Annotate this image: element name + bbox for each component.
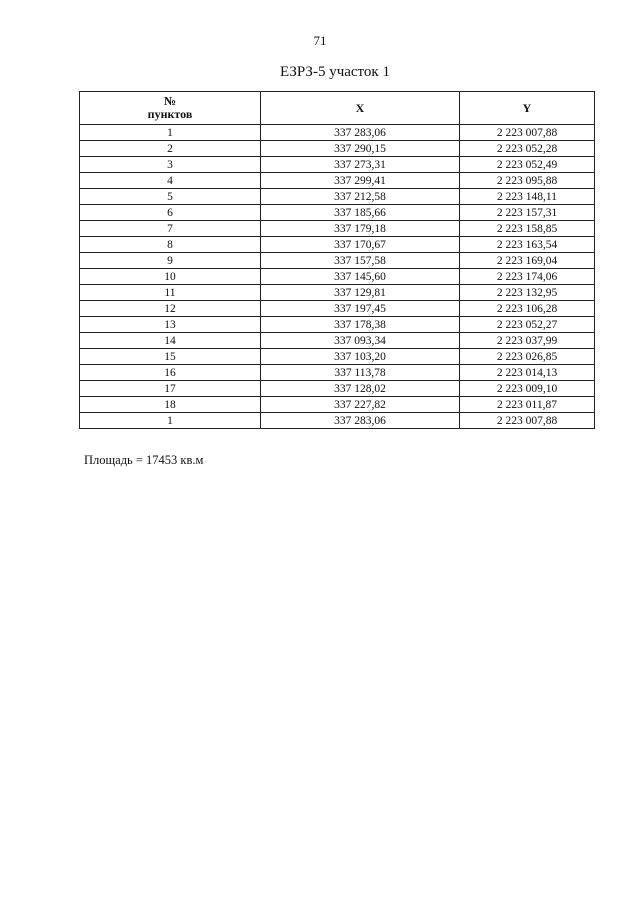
table-row bbox=[80, 301, 595, 317]
cell-point-number: 8 bbox=[80, 237, 261, 253]
cell-y: 2 223 158,85 bbox=[460, 221, 595, 237]
table-row bbox=[80, 125, 595, 141]
table-row bbox=[80, 413, 595, 429]
cell-point-number: 2 bbox=[80, 141, 261, 157]
table-row bbox=[80, 205, 595, 221]
cell-x: 337 103,20 bbox=[261, 349, 460, 365]
cell-x: 337 185,66 bbox=[261, 205, 460, 221]
cell-point-number: 9 bbox=[80, 253, 261, 269]
cell-x: 337 128,02 bbox=[261, 381, 460, 397]
table-row bbox=[80, 173, 595, 189]
cell-point-number: 6 bbox=[80, 205, 261, 221]
cell-x: 337 212,58 bbox=[261, 189, 460, 205]
table-row bbox=[80, 269, 595, 285]
cell-point-number: 17 bbox=[80, 381, 261, 397]
cell-y: 2 223 011,87 bbox=[460, 397, 595, 413]
cell-point-number: 12 bbox=[80, 301, 261, 317]
table-row bbox=[80, 237, 595, 253]
coordinates-table-body bbox=[80, 125, 595, 429]
column-header-number-sign: № bbox=[163, 94, 177, 108]
cell-point-number: 18 bbox=[80, 397, 261, 413]
table-row bbox=[80, 365, 595, 381]
column-header-x: X bbox=[261, 92, 460, 125]
cell-x: 337 170,67 bbox=[261, 237, 460, 253]
cell-y: 2 223 174,06 bbox=[460, 269, 595, 285]
table-row bbox=[80, 221, 595, 237]
cell-x: 337 093,34 bbox=[261, 333, 460, 349]
cell-point-number: 4 bbox=[80, 173, 261, 189]
cell-y: 2 223 148,11 bbox=[460, 189, 595, 205]
cell-point-number: 11 bbox=[80, 285, 261, 301]
table-row bbox=[80, 381, 595, 397]
table-header-row bbox=[80, 92, 595, 125]
table-row bbox=[80, 349, 595, 365]
cell-y: 2 223 106,28 bbox=[460, 301, 595, 317]
cell-y: 2 223 007,88 bbox=[460, 413, 595, 429]
table-row bbox=[80, 157, 595, 173]
cell-point-number: 5 bbox=[80, 189, 261, 205]
cell-point-number: 13 bbox=[80, 317, 261, 333]
cell-x: 337 145,60 bbox=[261, 269, 460, 285]
column-header-point-number bbox=[80, 92, 261, 125]
cell-y: 2 223 132,95 bbox=[460, 285, 595, 301]
cell-y: 2 223 037,99 bbox=[460, 333, 595, 349]
cell-y: 2 223 163,54 bbox=[460, 237, 595, 253]
column-header-points-label: пунктов bbox=[147, 107, 193, 121]
table-row bbox=[80, 285, 595, 301]
table-row bbox=[80, 333, 595, 349]
cell-x: 337 197,45 bbox=[261, 301, 460, 317]
cell-y: 2 223 026,85 bbox=[460, 349, 595, 365]
cell-y: 2 223 007,88 bbox=[460, 125, 595, 141]
cell-y: 2 223 157,31 bbox=[460, 205, 595, 221]
cell-x: 337 299,41 bbox=[261, 173, 460, 189]
cell-x: 337 227,82 bbox=[261, 397, 460, 413]
cell-point-number: 3 bbox=[80, 157, 261, 173]
document-title: ЕЗРЗ-5 участок 1 bbox=[280, 64, 390, 80]
cell-point-number: 15 bbox=[80, 349, 261, 365]
cell-x: 337 157,58 bbox=[261, 253, 460, 269]
cell-point-number: 16 bbox=[80, 365, 261, 381]
cell-x: 337 129,81 bbox=[261, 285, 460, 301]
cell-point-number: 1 bbox=[80, 413, 261, 429]
cell-y: 2 223 014,13 bbox=[460, 365, 595, 381]
cell-x: 337 273,31 bbox=[261, 157, 460, 173]
cell-x: 337 290,15 bbox=[261, 141, 460, 157]
column-header-y: Y bbox=[460, 92, 595, 125]
cell-x: 337 179,18 bbox=[261, 221, 460, 237]
coordinates-table bbox=[79, 91, 595, 429]
area-note: Площадь = 17453 кв.м bbox=[84, 453, 204, 467]
table-row bbox=[80, 141, 595, 157]
cell-point-number: 14 bbox=[80, 333, 261, 349]
cell-x: 337 178,38 bbox=[261, 317, 460, 333]
cell-y: 2 223 009,10 bbox=[460, 381, 595, 397]
cell-y: 2 223 052,27 bbox=[460, 317, 595, 333]
cell-point-number: 7 bbox=[80, 221, 261, 237]
table-row bbox=[80, 189, 595, 205]
cell-x: 337 283,06 bbox=[261, 125, 460, 141]
page-number: 71 bbox=[313, 33, 327, 48]
cell-point-number: 10 bbox=[80, 269, 261, 285]
table-row bbox=[80, 397, 595, 413]
cell-y: 2 223 052,49 bbox=[460, 157, 595, 173]
table-row bbox=[80, 253, 595, 269]
cell-y: 2 223 052,28 bbox=[460, 141, 595, 157]
cell-y: 2 223 095,88 bbox=[460, 173, 595, 189]
cell-point-number: 1 bbox=[80, 125, 261, 141]
table-row bbox=[80, 317, 595, 333]
cell-y: 2 223 169,04 bbox=[460, 253, 595, 269]
cell-x: 337 113,78 bbox=[261, 365, 460, 381]
cell-x: 337 283,06 bbox=[261, 413, 460, 429]
